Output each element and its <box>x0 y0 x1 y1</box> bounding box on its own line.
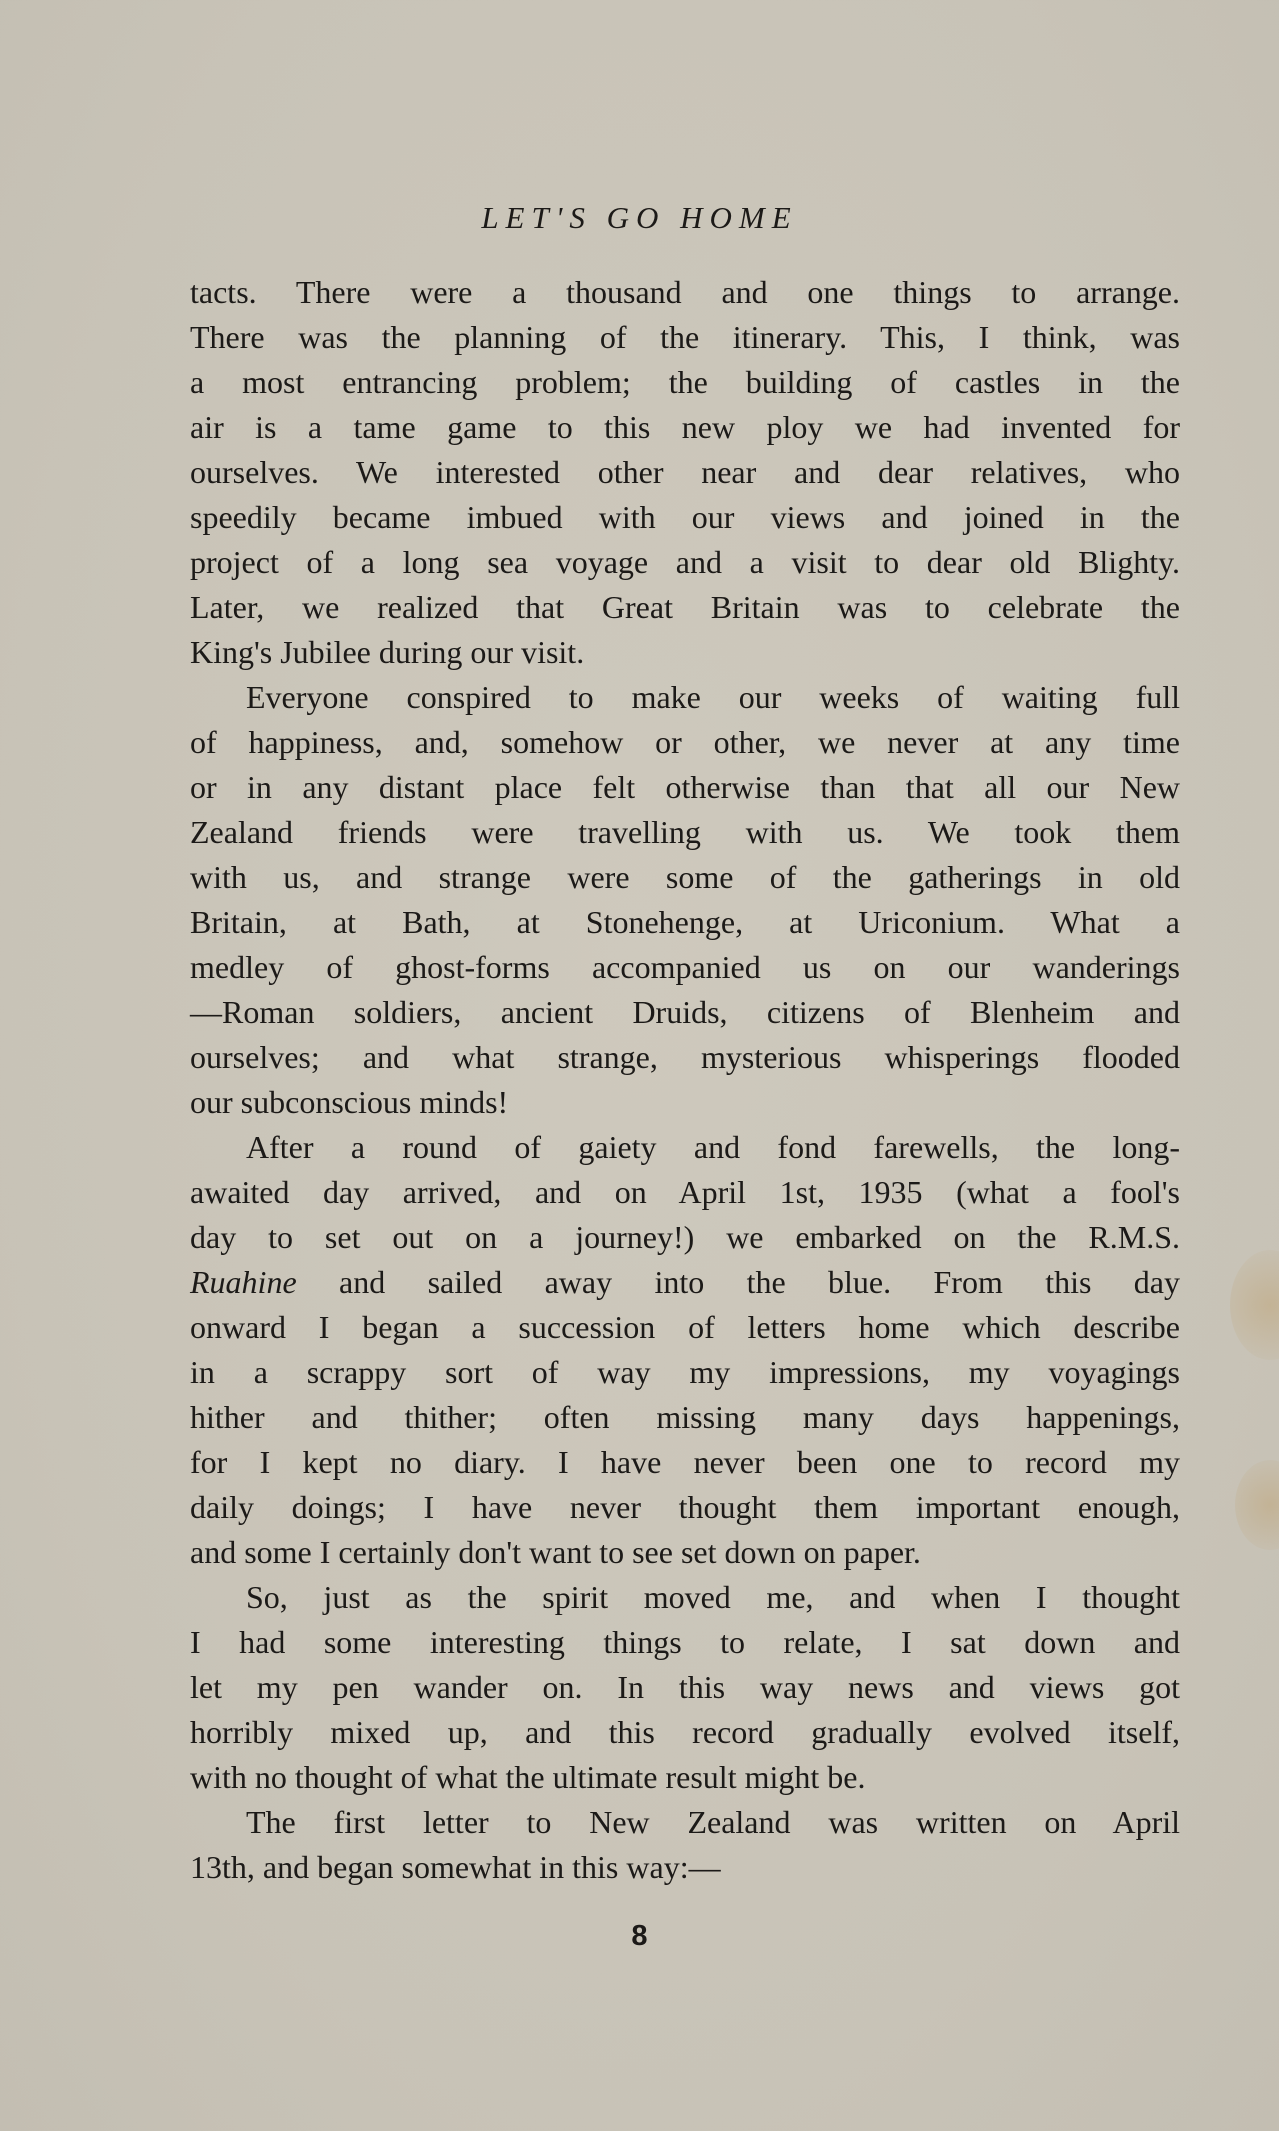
text-line: 13th, and began somewhat in this way:— <box>190 1849 721 1885</box>
running-header: LET'S GO HOME <box>481 200 798 235</box>
text-line: Everyone conspired to make our weeks of waiting full <box>246 679 1180 715</box>
text-line: let my pen wander on. In this way news and views got <box>190 1669 1180 1705</box>
text-line: Zealand friends were travelling with us. We took them <box>190 814 1180 850</box>
paragraph <box>190 270 1180 675</box>
ship-name: Ruahine <box>190 1264 297 1300</box>
paragraph <box>190 675 1180 1125</box>
text-line: for I kept no diary. I have never been one to record my <box>190 1444 1180 1480</box>
text-line: So, just as the spirit moved me, and when I thought <box>246 1579 1180 1615</box>
paper-stain <box>1235 1460 1279 1550</box>
paragraph <box>190 1800 1180 1890</box>
text-line: speedily became imbued with our views and joined in the <box>190 499 1180 535</box>
text-line: in a scrappy sort of way my impressions, my voyagings <box>190 1354 1180 1390</box>
text-line: horribly mixed up, and this record gradually evolved itself, <box>190 1714 1180 1750</box>
text-line: The first letter to New Zealand was written on April <box>246 1804 1180 1840</box>
text-line: After a round of gaiety and fond farewells, the long- <box>246 1129 1180 1165</box>
paragraph <box>190 1125 1180 1575</box>
text-line: awaited day arrived, and on April 1st, 1935 (what a fool's <box>190 1174 1180 1210</box>
text-line: or in any distant place felt otherwise than that all our New <box>190 769 1180 805</box>
text-line: There was the planning of the itinerary. This, I think, was <box>190 319 1180 355</box>
text-line: tacts. There were a thousand and one things to arrange. <box>190 274 1180 310</box>
text-line: daily doings; I have never thought them important enough, <box>190 1489 1180 1525</box>
text-line: day to set out on a journey!) we embarked on the R.M.S. <box>190 1219 1180 1255</box>
text-line: Later, we realized that Great Britain was to celebrate the <box>190 589 1180 625</box>
text-line: with no thought of what the ultimate result might be. <box>190 1759 866 1795</box>
text-line: King's Jubilee during our visit. <box>190 634 585 670</box>
text-line: —Roman soldiers, ancient Druids, citizens of Blenheim and <box>190 994 1180 1030</box>
text-line: with us, and strange were some of the gatherings in old <box>190 859 1180 895</box>
text-line: I had some interesting things to relate, I sat down and <box>190 1624 1180 1660</box>
text-line: hither and thither; often missing many days happenings, <box>190 1399 1180 1435</box>
text-line: Ruahine and sailed away into the blue. From this day <box>190 1264 1180 1300</box>
text-line: and some I certainly don't want to see set down on paper. <box>190 1534 921 1570</box>
text-line: medley of ghost-forms accompanied us on our wanderings <box>190 949 1180 985</box>
text-line: our subconscious minds! <box>190 1084 509 1120</box>
text-line: air is a tame game to this new ploy we had invented for <box>190 409 1180 445</box>
paragraph <box>190 1575 1180 1800</box>
page-number: 8 <box>631 1920 648 1952</box>
body-text <box>190 270 1180 1890</box>
text-line: ourselves. We interested other near and dear relatives, who <box>190 454 1180 490</box>
text-line: of happiness, and, somehow or other, we never at any time <box>190 724 1180 760</box>
paper-stain <box>1230 1250 1279 1360</box>
text-line: Britain, at Bath, at Stonehenge, at Uriconium. What a <box>190 904 1180 940</box>
text-line: onward I began a succession of letters home which describe <box>190 1309 1180 1345</box>
text-line: a most entrancing problem; the building of castles in the <box>190 364 1180 400</box>
text-line: project of a long sea voyage and a visit to dear old Blighty. <box>190 544 1180 580</box>
text-line: ourselves; and what strange, mysterious whisperings flooded <box>190 1039 1180 1075</box>
